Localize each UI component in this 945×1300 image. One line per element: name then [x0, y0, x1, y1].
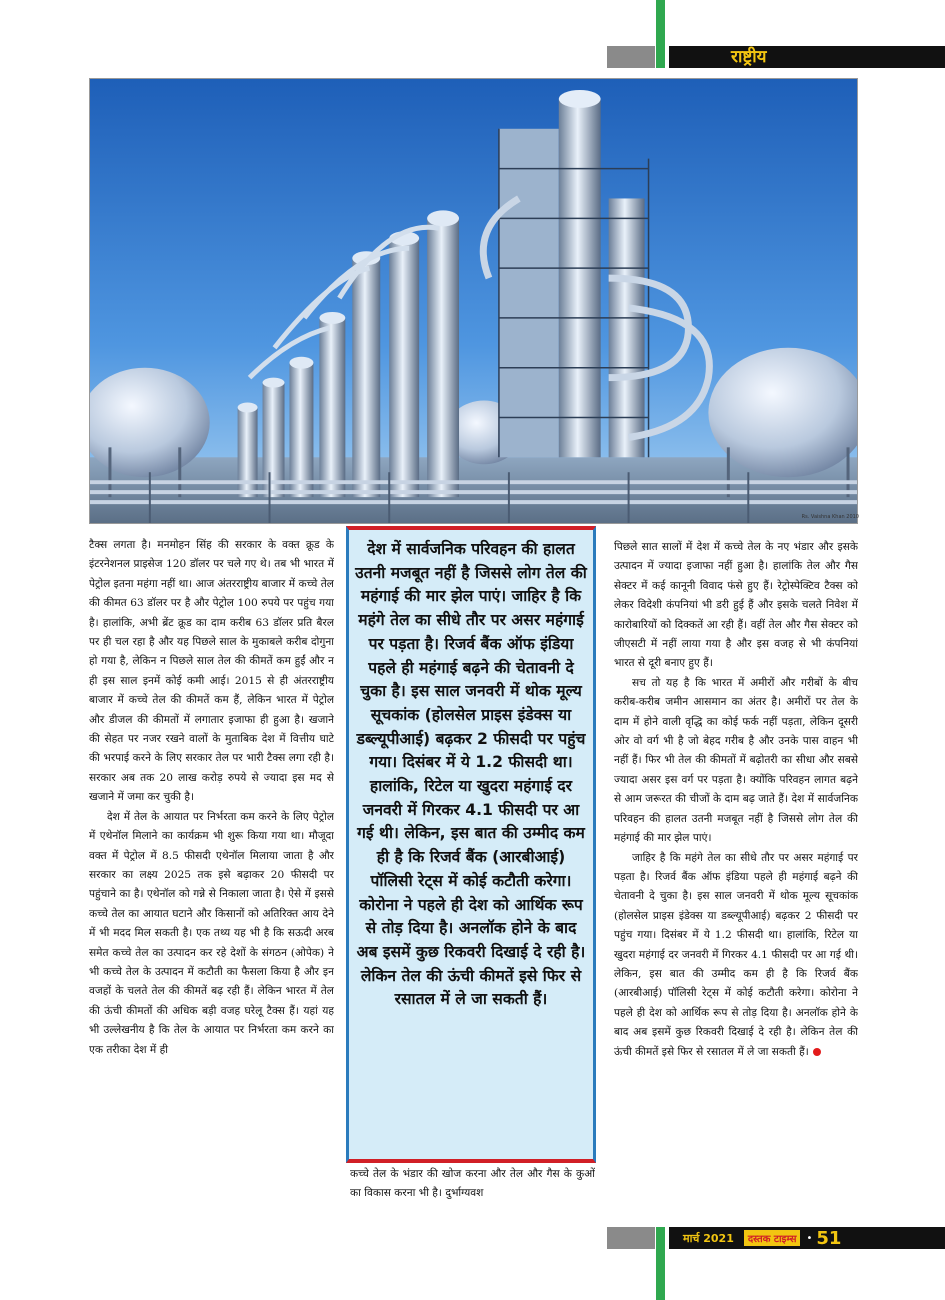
gray-block-top — [607, 46, 655, 68]
page-number: 51 — [816, 1227, 842, 1249]
issue-date: मार्च 2021 — [683, 1231, 734, 1245]
footer-band — [669, 1227, 945, 1249]
magazine-logo: दस्तक टाइम्स — [744, 1230, 801, 1246]
section-label: राष्ट्रीय — [669, 46, 945, 68]
paragraph-text: जाहिर है कि महंगे तेल का सीधे तौर पर असर महंगाई पर पड़ता है। रिजर्व बैंक ऑफ इंडिया पहले ही महंगाई बढ़ने की चेतावनी दे चुका है। इस साल जनवरी में थोक मूल्य सूचकांक (होलसेल प्राइस इंडेक्स या डब्ल्यूपीआई) बढ़कर 2 फीसदी पर पहुंच गया। दिसंबर में ये 1.2 फीसदी था। हालांकि, रिटेल या खुदरा महंगाई दर जनवरी में गिरकर 4.1 फीसदी पर आ गई थी। लेकिन, इस बात की उम्मीद कम ही है कि रिजर्व बैंक (आरबीआई) पॉलिसी रेट्स में कोई कटौती करेगा। कोरोना ने पहले ही देश को आर्थिक रूप से तोड़ दिया है। अनलॉक होने के बाद अब इसमें कुछ रिकवरी दिखाई दे रही है। लेकिन तेल की ऊंची कीमतें इसे फिर से रसातल में ले जा सकती हैं। — [614, 851, 858, 1058]
article-column-middle — [350, 1165, 595, 1209]
article-column-right — [614, 538, 858, 1210]
paragraph: पिछले सात सालों में देश में कच्चे तेल के नए भंडार और इसके उत्पादन में ज्यादा इजाफा नहीं हुआ है। हालांकि तेल और गैस सेक्टर में कई कानूनी विवाद फंसे हुए हैं। रेट्रोस्पेक्टिव टैक्स को लेकर विदेशी कंपनियां भी डरी हुई हैं और इसके चलते निवेश में कारोबारियों को दिक्कतें आ रही हैं। वहीं तेल और गैस सेक्टर को जीएसटी में नहीं लाया गया है और इस वजह से भी कंपनियां भारत से दूरी बनाए हुए हैं। — [614, 541, 858, 670]
paragraph-final — [614, 849, 858, 1062]
end-mark-icon — [813, 1048, 821, 1056]
paragraph: टैक्स लगता है। मनमोहन सिंह की सरकार के वक्त क्रूड के इंटरनेशनल प्राइसेज 120 डॉलर पर चले गए थे। तब भी भारत में पेट्रोल इतना महंगा नहीं था। आज अंतरराष्ट्रीय बाजार में कच्चे तेल की कीमत 63 डॉलर पर है और पेट्रोल 100 रुपये पर पहुंच गया है। हालांकि, अभी ब्रेंट क्रूड का दाम करीब 63 डॉलर प्रति बैरल पर ही चल रहा है और यह पिछले साल के मुकाबले करीब दोगुना हो गया है, लेकिन न पिछले साल तेल की कीमतें कम हुईं और न ही इस साल इनमें कोई कमी आई। 2015 से ही अंतरराष्ट्रीय बाजार में कच्चे तेल की कीमतें कम हैं, लेकिन भारत में पेट्रोल और डीजल की कीमतों में लगातार इजाफा ही हुआ है। खजाने की सेहत पर नजर रखने वालों के मुताबिक देश में वित्तीय घाटे की भरपाई करने के लिए सरकार तेल पर भारी टैक्स लगा रही है। सरकार अब तक 20 लाख करोड़ रुपये से ज्यादा इस मद से खजाने में जमा कर चुकी है। — [89, 539, 334, 804]
paragraph: कच्चे तेल के भंडार की खोज करना और तेल और गैस के कुओं का विकास करना भी है। दुर्भाग्यवश — [350, 1168, 595, 1200]
article-column-left — [89, 536, 334, 1212]
footer-separator: • — [806, 1232, 813, 1244]
photo-credit: Rs. Vaishna Khan 2010 — [801, 514, 859, 520]
green-accent-bar-top — [656, 0, 665, 68]
paragraph: सच तो यह है कि भारत में अमीरों और गरीबों के बीच करीब-करीब जमीन आसमान का अंतर है। अमीरों पर तेल के दाम में होने वाली वृद्धि का कोई फर्क नहीं पड़ता, लेकिन दूसरी ओर वो वर्ग भी है जो बेहद गरीब है और उनके पास वाहन भी नहीं हैं। फिर भी तेल की कीमतों में बढ़ोतरी का सीधा और सबसे ज्यादा असर इस वर्ग पर पड़ता है। क्योंकि परिवहन लागत बढ़ने से आम जरूरत की चीजों के दाम बढ़ जाते हैं। देश में सार्वजनिक परिवहन की हालत उतनी मजबूत नहीं है जिससे लोग तेल की महंगाई की मार झेल पाएं। — [614, 676, 858, 845]
pull-quote-text: देश में सार्वजनिक परिवहन की हालत उतनी मजबूत नहीं है जिससे लोग तेल की महंगाई की मार झेल पाएं। जाहिर है कि महंगे तेल का सीधे तौर पर असर महंगाई पर पड़ता है। रिजर्व बैंक ऑफ इंडिया पहले ही महंगाई बढ़ने की चेतावनी दे चुका है। इस साल जनवरी में थोक मूल्य सूचकांक (होलसेल प्राइस इंडेक्स या डब्ल्यूपीआई) बढ़कर 2 फीसदी पर पहुंच गया। दिसंबर में ये 1.2 फीसदी था। हालांकि, रिटेल या खुदरा महंगाई दर जनवरी में गिरकर 4.1 फीसदी पर आ गई थी। लेकिन, इस बात की उम्मीद कम ही है कि रिजर्व बैंक (आरबीआई) पॉलिसी रेट्स में कोई कटौती करेगा। कोरोना ने पहले ही देश को आर्थिक रूप से तोड़ दिया है। अनलॉक होने के बाद अब इसमें कुछ रिकवरी दिखाई दे रही है। लेकिन तेल की ऊंची कीमतें इसे फिर से रसातल में ले जा सकती हैं। — [355, 540, 587, 1009]
refinery-photo — [89, 78, 858, 524]
pull-quote-box — [346, 526, 596, 1163]
green-accent-bar-bottom — [656, 1227, 665, 1300]
paragraph: देश में तेल के आयात पर निर्भरता कम करने के लिए पेट्रोल में एथेनॉल मिलाने का कार्यक्रम भी शुरू किया गया था। मौजूदा वक्त में पेट्रोल में 8.5 फीसदी एथेनॉल मिलाया जाता है और सरकार का लक्ष्य 2025 तक इसे बढ़ाकर 20 फीसदी पर पहुंचाने का है। एथेनॉल को गन्ने से निकाला जाता है। ऐसे में इससे कच्चे तेल का आयात घटाने और किसानों को अतिरिक्त आय देने में भी मदद मिल सकती है। एक तथ्य यह भी है कि सऊदी अरब समेत कच्चे तेल का उत्पादन कर रहे देशों के संगठन (ओपेक) ने भी कच्चे तेल के उत्पादन में कटौती का फैसला किया है और इन वजहों के चलते तेल की कीमतें बढ़ रही हैं। लेकिन भारत में तेल की ऊंची कीमतों की अधिक बड़ी वजह घरेलू टैक्स हैं। यहां यह भी उल्लेखनीय है कि तेल के आयात पर निर्भरता कम करने का एक तरीका देश में ही — [89, 810, 334, 1056]
gray-block-bottom — [607, 1227, 655, 1249]
